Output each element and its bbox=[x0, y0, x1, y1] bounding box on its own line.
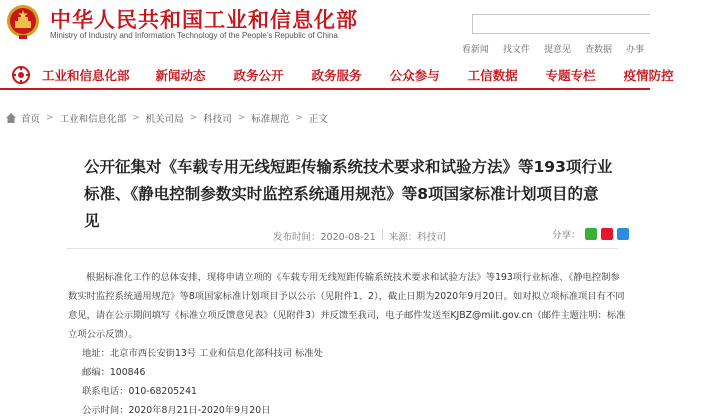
breadcrumb-separator-icon: > bbox=[237, 113, 246, 123]
article-meta bbox=[273, 229, 446, 243]
nav-item-epidemic[interactable]: 疫情防控 bbox=[623, 68, 674, 83]
wechat-share-icon[interactable] bbox=[585, 228, 597, 240]
breadcrumb-standards[interactable]: 标准规范 bbox=[251, 114, 290, 125]
util-link-files[interactable]: 找文件 bbox=[502, 45, 530, 55]
article-body bbox=[68, 268, 628, 420]
site-title[interactable]: 中华人民共和国工业和信息化部 bbox=[50, 8, 358, 32]
meta-separator: | bbox=[380, 229, 384, 240]
body-postcode: 邮编：100846 bbox=[82, 367, 146, 378]
breadcrumb-separator-icon: > bbox=[132, 113, 140, 123]
breadcrumb bbox=[6, 111, 328, 125]
article-title: 公开征集对《车载专用无线短距传输系统技术要求和试验方法》等193项行业标准、《静电控制参数实时监控系统通用规范》等8项国家标准计划项目的意见 bbox=[84, 158, 613, 230]
search-input[interactable] bbox=[472, 14, 650, 34]
nav-item-miit[interactable]: 工业和信息化部 bbox=[42, 68, 130, 83]
publish-date: 发布时间：2020-08-21 bbox=[273, 232, 376, 243]
breadcrumb-current: 正文 bbox=[308, 114, 328, 125]
weibo-share-icon[interactable] bbox=[601, 228, 613, 240]
nav-item-topics[interactable]: 专题专栏 bbox=[545, 68, 596, 83]
body-address: 地址：北京市西长安街13号 工业和信息化部科技司 标准处 bbox=[82, 348, 323, 359]
home-icon bbox=[6, 113, 16, 123]
utility-links bbox=[462, 42, 644, 55]
util-link-data[interactable]: 查数据 bbox=[584, 45, 612, 55]
nav-item-services[interactable]: 政务服务 bbox=[311, 68, 362, 83]
breadcrumb-separator-icon: > bbox=[46, 113, 54, 123]
breadcrumb-tech-dept[interactable]: 科技司 bbox=[203, 114, 232, 125]
util-link-feedback[interactable]: 提意见 bbox=[543, 45, 571, 55]
site-header bbox=[0, 0, 650, 56]
body-phone: 联系电话：010-68205241 bbox=[82, 386, 197, 397]
body-intro: 根据标准化工作的总体安排，现将申请立项的《车载专用无线短距传输系统技术要求和试验方法》等193项行业标准、《静电控制参数实时监控系统通用规范》等8项国家标准计划项目予以公示（见附件1、2），截止日期为2020年9月20日。如对拟立项标准项目有不同意见，请在公示期间填写《标准立项反馈意见表》（见附件3）并反馈至我司，电子邮件发送至KJBZ@miit.gov.cn（邮件主题注明：标准立项公示反馈）。 bbox=[68, 272, 626, 340]
qq-share-icon[interactable] bbox=[617, 228, 629, 240]
nav-item-participation[interactable]: 公众参与 bbox=[389, 68, 440, 83]
util-link-news[interactable]: 看新闻 bbox=[461, 45, 489, 55]
breadcrumb-separator-icon: > bbox=[189, 113, 198, 123]
util-link-services[interactable]: 办事 bbox=[625, 45, 644, 55]
ministry-logo-icon bbox=[12, 66, 30, 84]
breadcrumb-departments[interactable]: 机关司局 bbox=[145, 114, 184, 125]
breadcrumb-home[interactable]: 首页 bbox=[21, 114, 41, 125]
breadcrumb-separator-icon: > bbox=[295, 113, 303, 123]
breadcrumb-miit[interactable]: 工业和信息化部 bbox=[59, 114, 127, 125]
share-bar bbox=[552, 227, 629, 241]
body-period: 公示时间：2020年8月21日-2020年9月20日 bbox=[82, 405, 271, 416]
national-emblem-icon[interactable] bbox=[6, 4, 40, 40]
nav-item-news[interactable]: 新闻动态 bbox=[155, 68, 206, 83]
nav-item-gov-affairs[interactable]: 政务公开 bbox=[233, 68, 284, 83]
divider bbox=[66, 248, 618, 249]
site-subtitle: Ministry of Industry and Information Technology of the People's Republic of China bbox=[50, 31, 338, 40]
share-label: 分享： bbox=[552, 230, 581, 241]
main-nav bbox=[0, 60, 674, 90]
article-source: 来源：科技司 bbox=[388, 232, 446, 243]
nav-item-data[interactable]: 工信数据 bbox=[467, 68, 518, 83]
